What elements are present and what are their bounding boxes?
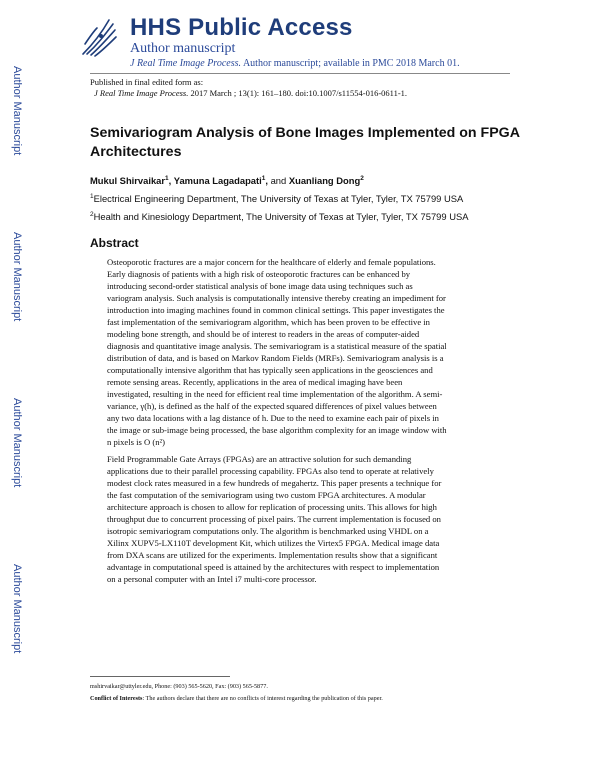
abstract-line: remote sensing areas. Recently, applications in the area of medical imaging have been <box>107 377 403 387</box>
abstract-line: diagnosis and quantitative image analysis. The semivariogram is a statistical measure of the spatial <box>107 341 447 351</box>
author-manuscript-label: Author manuscript <box>130 41 236 56</box>
abstract-line: any two data locations with a lag distance of h. Due to the need to examine each pair of pixels in <box>107 413 439 423</box>
published-label: Published in final edited form as: <box>90 77 204 87</box>
abstract-line: Xilinx XUPV5-LX110T development Kit, which utilizes the Virtex5 FPGA. Medical image data <box>107 538 440 548</box>
abstract-line: architecture approach is chosen to allow for replication of processing units. This allows for high <box>107 502 437 512</box>
abstract-line: from DXA scans are utilized for the experiments. Implementation results show that a significant <box>107 550 438 560</box>
journal-name: J Real Time Image Process. <box>130 58 241 69</box>
footnote-divider <box>90 676 230 677</box>
affiliation-2: $^2$Health and Kinesiology Department, The University of Texas at Tyler, Tyler, TX 75799 USA <box>90 210 469 222</box>
side-label-1: Author Manuscript <box>11 66 23 156</box>
abstract-line: variance, γ(h), is defined as the half of the expected squared differences of pixel values between <box>107 401 437 411</box>
abstract-line: Osteoporotic fractures are a major concern for the healthcare of elderly and female populations. <box>107 257 436 267</box>
author-list: Mukul Shirvaikar$^1$, Yamuna Lagadapati$^1$, and Xuanliang Dong$^2$ <box>90 174 364 186</box>
abstract-line: investigated, resulting in the need for efficient real time implementation of the algorithm. A semi- <box>107 389 443 399</box>
abstract-line: Early diagnosis of patients with a high risk of osteoporotic fractures can be enhanced by <box>107 269 411 279</box>
side-label-3: Author Manuscript <box>11 398 23 488</box>
footnote-conflict <box>90 695 383 702</box>
abstract-line: throughput due to concurrent processing of pixel pairs. The current implementation is focused on <box>107 514 441 524</box>
abstract-line: fast implementation of the semivariogram algorithm, which has been proven to be effective in <box>107 317 430 327</box>
author-name: Xuanliang Dong <box>288 175 361 186</box>
abstract-line: introducing second-order statistical analysis of bone image data using techniques such as <box>107 281 413 291</box>
side-label-4: Author Manuscript <box>11 564 23 654</box>
side-label-2: Author Manuscript <box>11 232 23 322</box>
published-in <box>90 77 407 99</box>
author-name: Mukul Shirvaikar <box>90 175 166 186</box>
abstract-line: introduction into imaging machines found in common clinical settings. This paper investigates the <box>107 305 445 315</box>
abstract-line: distribution of data, and is based on Markov Random Fields (MRFs). Semivariogram analysis is a <box>107 353 444 363</box>
abstract-line: computationally intensive algorithm that has typically seen applications in the geosciences and <box>107 365 433 375</box>
abstract-paragraph-1 <box>107 256 509 448</box>
abstract-line: the fast computation of the semivariogram using two custom FPGA architectures. A modular <box>107 490 426 500</box>
abstract-line: the image or sub-image being processed, the base algorithm complexity for an image window with <box>107 425 447 435</box>
citation-details: 2017 March ; 13(1): 161–180. doi:10.1007/s11554-016-0611-1. <box>188 88 408 98</box>
abstract-line: applications due to their parallel processing capability. FPGAs also tend to operate at relatively <box>107 466 434 476</box>
abstract-line: modest clock rates measured in a few hundreds of megahertz. This paper presents a technique for <box>107 478 442 488</box>
journal-availability <box>130 58 460 69</box>
abstract-heading: Abstract <box>90 236 139 250</box>
conflict-text: : The authors declare that there are no conflicts of interest regarding the publication of this paper. <box>142 695 383 702</box>
abstract-line: advantage in computational speed is attained by the architectures with respect to implementation <box>107 562 440 572</box>
citation <box>90 88 407 99</box>
header-divider <box>90 73 510 74</box>
footnote-contact: mshirvaikar@uttyler.edu, Phone: (903) 565-5620, Fax: (903) 565-5877. <box>90 683 268 690</box>
affiliation-1: $^1$Electrical Engineering Department, The University of Texas at Tyler, Tyler, TX 75799 USA <box>90 192 464 204</box>
abstract-line: isotropic semivariogram computations only. The algorithm is benchmarked using VHDL on a <box>107 526 429 536</box>
abstract-paragraph-2 <box>107 453 509 585</box>
hhs-logo <box>79 14 117 60</box>
paper-title: Semivariogram Analysis of Bone Images Implemented on FPGA Architectures <box>90 125 520 160</box>
abstract-line: variogram analysis. Such analysis is computationally intensive thereby creating an impediment for <box>107 293 446 303</box>
hhs-public-access-title: HHS Public Access <box>130 14 353 41</box>
author-name: Yamuna Lagadapati <box>173 175 262 186</box>
conflict-label: Conflict of Interests <box>90 695 143 702</box>
abstract-line: on a personal computer with an Intel i7 multi-core processor. <box>107 574 317 584</box>
abstract-line: Field Programmable Gate Arrays (FPGAs) are an attractive solution for such demanding <box>107 454 412 464</box>
abstract-line: modeling bone strength, and should be of interest to readers in the areas of computer-aided <box>107 329 420 339</box>
citation-journal: J Real Time Image Process. <box>94 88 189 98</box>
abstract-line: n pixels is O (n²) <box>107 437 165 447</box>
availability-text: Author manuscript; available in PMC 2018 March 01. <box>241 58 460 69</box>
